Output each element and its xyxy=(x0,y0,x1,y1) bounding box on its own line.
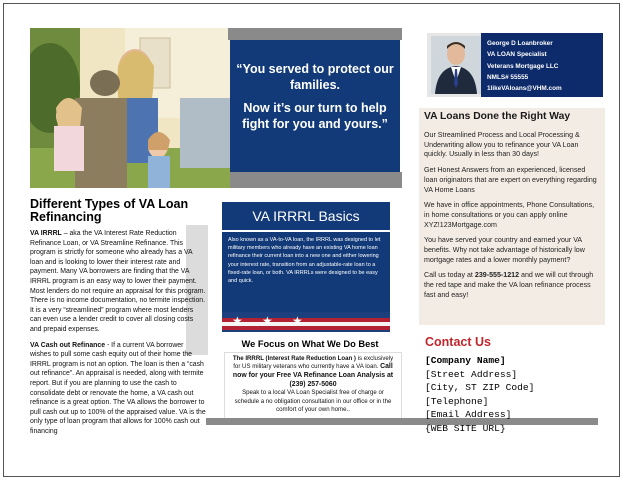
right-p3: We have in office appointments, Phone Consultations, in home consultations or you can apply online XYZ!123Mortgage.com xyxy=(424,201,595,229)
agent-nmls: NMLS# 55555 xyxy=(487,73,529,81)
top-band xyxy=(228,28,402,40)
right-p2: Get Honest Answers from an experienced, licensed loan originators that are expert on everything regarding VA Home Loans xyxy=(424,166,597,194)
right-p5-a: Call us today at xyxy=(424,271,475,280)
contact-company: [Company Name] xyxy=(425,355,506,366)
flag-image xyxy=(222,312,390,332)
agent-info xyxy=(481,33,603,97)
focus-heading: We Focus on What We Do Best xyxy=(241,339,379,349)
contact-heading: Contact Us xyxy=(425,335,491,349)
hero-quote-line2: Now it’s our turn to help fight for you and yours.” xyxy=(242,101,388,131)
hero-quote-line1: “You served to protect our families. xyxy=(236,62,394,92)
agent-company: Veterans Mortgage LLC xyxy=(487,62,559,70)
right-phone: 239-555-1212 xyxy=(474,271,520,280)
svg-text:★: ★ xyxy=(232,314,243,328)
contact-block xyxy=(425,354,534,436)
right-body xyxy=(424,131,599,307)
contact-web: {WEB SITE URL} xyxy=(425,422,506,434)
right-p5 xyxy=(424,271,599,300)
right-heading: VA Loans Done the Right Way xyxy=(424,111,571,122)
contact-phone: [Telephone] xyxy=(425,395,489,407)
svg-text:★: ★ xyxy=(262,314,273,328)
hero-underband xyxy=(230,172,402,188)
bottom-bar xyxy=(206,418,598,425)
contact-email: [Email Address] xyxy=(425,409,512,421)
right-p4: You have served your country and earned your VA benefits. Why not take advantage of historically low mortgage rates and a lower monthly payment? xyxy=(424,236,585,264)
agent-headshot xyxy=(431,36,481,94)
loan-types-heading: Different Types of VA Loan Refinancing xyxy=(30,197,189,224)
focus-text1: is exclusively for US military veterans who currently have a VA loan. xyxy=(233,355,394,371)
irrrl-lead: VA IRRRL xyxy=(30,230,62,237)
agent-name: George D Loanbroker xyxy=(487,40,553,47)
focus-cta: Call now for your Free VA Refinance Loan Analysis at (239) 257-5060 xyxy=(232,363,394,388)
agent-title: VA LOAN Specialist xyxy=(487,51,547,59)
irrrl-text: – aka the VA Interest Rate Reduction Refinance Loan, or VA Streamline Refinance. This program is strictly for someone who already has a VA loan and is looking to lower their interest rate and payment. Many VA borrowers are finding that the VA IRRRL program is an easy way to lower their payment. Most lenders do not require an appraisal for this program. There is no income documentation, no termite inspection. It is a very “streamlined” program where most lenders can even use a lender credit to cover all closing costs and prepaid expenses. xyxy=(30,230,206,333)
right-p5-b: and we will cut through the red tape and make the VA loan refinance process fast and easy! xyxy=(424,271,594,299)
family-photo xyxy=(30,28,230,188)
contact-city: [City, ST ZIP Code] xyxy=(425,382,535,394)
focus-text2: Speak to a local VA Loan Specialist free of charge or schedule a no obligation consultation in our office or in the comfort of your own home.. xyxy=(234,389,392,413)
irrrl-basics-title: VA IRRRL Basics xyxy=(222,202,390,230)
cashout-paragraph xyxy=(30,341,206,437)
agent-email[interactable]: 1likeVAloans@VHM.com xyxy=(487,85,562,93)
irrrl-paragraph xyxy=(30,229,206,335)
irrrl-basics-box xyxy=(222,232,390,314)
focus-lead: The IRRRL (Interest Rate Reduction Loan ) xyxy=(232,355,356,362)
right-p1: Our Streamlined Process and Local Processing & Underwriting allow you to refinance your VA Loan quickly. Usually in less than 30 days! xyxy=(424,131,580,159)
contact-street: [Street Address] xyxy=(425,368,518,380)
loan-types-body xyxy=(30,229,206,436)
focus-box xyxy=(224,352,402,425)
cashout-text: - If a current VA borrower wishes to pull some cash equity out of their home the IRRRL program is not an option. The loan is then a “cash out refinance”. An appraisal is needed, along with termite report. But if you are planning to use the cash to consolidate debt or renovate the home, a VA cash out refinance is a great option. The VA allows the borrower to pull cash out up to 100% of the appraised value. VA is the only type of loan program that allows for 100% cash out financing xyxy=(30,341,206,435)
cashout-lead: VA Cash out Refinance xyxy=(30,341,106,349)
irrrl-basics-text: Also known as a VA-to-VA loan, the IRRRL was designed to let military members who already have an existing VA home loan refinance their current loan into a new one and either lowering your interest rate, transition from an adjustable-rate loan to a fixed-rate loan, or both. VA IRRRLs were designed to be easy and quick. xyxy=(228,237,381,285)
hero-quote-box xyxy=(230,40,400,172)
svg-text:★: ★ xyxy=(292,314,303,328)
